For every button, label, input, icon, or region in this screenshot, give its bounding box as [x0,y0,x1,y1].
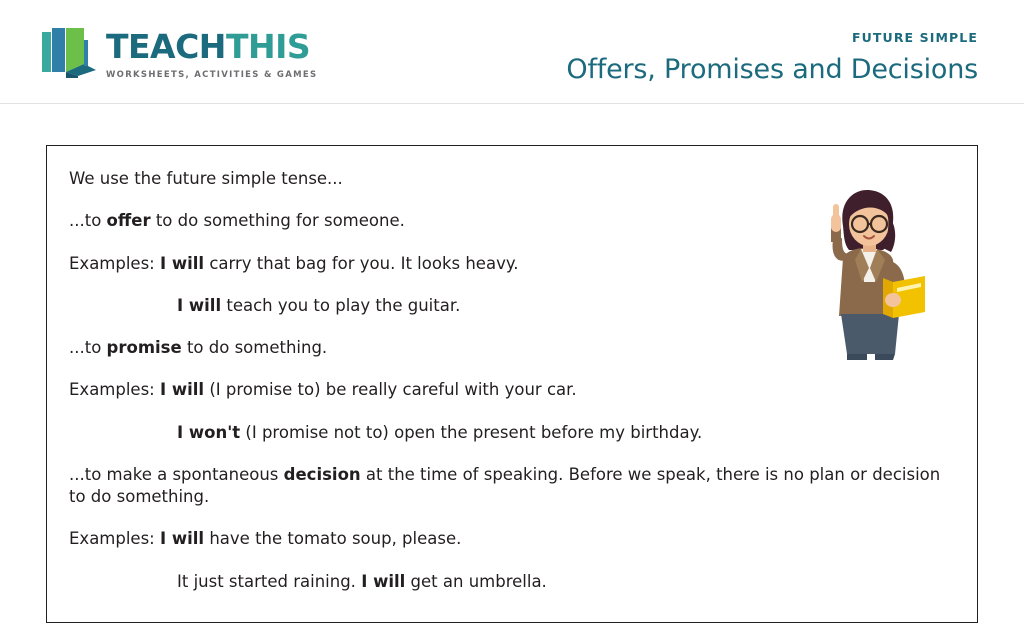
example-decision-1-bold: I will [159,529,205,549]
rule-offer-keyword: offer [106,211,151,231]
rule-promise-prefix: ...to [69,338,107,358]
example-decision-2 [69,571,947,593]
header-title-block [566,30,978,85]
logo-tagline: WORKSHEETS, ACTIVITIES & GAMES [106,70,318,80]
worksheet-box [46,145,978,623]
logo-wordmark [106,27,317,66]
intro-line: We use the future simple tense... [69,169,343,188]
example-promise-2 [69,422,947,444]
rule-promise-keyword: promise [106,338,182,358]
rule-decision-suffix: at the time of speaking. Before we speak, there is no plan or decision to do something. [69,464,941,507]
rule-promise-suffix: to do something. [181,338,328,358]
example-promise-1-bold: I will [159,380,205,400]
examples-label-2: Examples: [69,380,160,400]
example-offer-2-text: teach you to play the guitar. [221,295,461,315]
example-decision-2-text: get an umbrella. [405,571,547,591]
example-promise-1-text: (I promise to) be really careful with your car. [204,380,577,400]
page-title: Offers, Promises and Decisions [566,54,978,85]
page-header [0,0,1024,104]
rule-decision [69,464,947,509]
example-promise-1 [69,379,947,401]
example-decision-2-pre: It just started raining. [177,571,362,591]
rule-offer-prefix: ...to [69,211,107,231]
example-promise-2-bold: I won't [177,422,241,442]
example-decision-2-bold: I will [361,571,406,591]
logo-word-teach: TEACH [106,27,226,66]
site-logo [40,26,317,80]
logo-text [106,26,317,80]
rule-offer-suffix: to do something for someone. [150,211,405,231]
example-promise-2-text: (I promise not to) open the present before my birthday. [240,422,703,442]
logo-word-this: THIS [225,27,311,66]
examples-label-1: Examples: [69,253,160,273]
topic-kicker: FUTURE SIMPLE [852,30,978,45]
example-decision-1-text: have the tomato soup, please. [204,529,462,549]
example-decision-1 [69,528,947,550]
rule-decision-prefix: ...to make a spontaneous [69,464,284,484]
worksheet-content [47,146,977,593]
teacher-pointing-with-book-illustration-icon [809,186,929,361]
rule-decision-keyword: decision [283,464,361,484]
example-offer-1-text: carry that bag for you. It looks heavy. [204,253,519,273]
open-book-logo-icon [40,26,98,78]
examples-label-3: Examples: [69,529,160,549]
example-offer-1-bold: I will [159,253,205,273]
example-offer-2-bold: I will [177,295,222,315]
